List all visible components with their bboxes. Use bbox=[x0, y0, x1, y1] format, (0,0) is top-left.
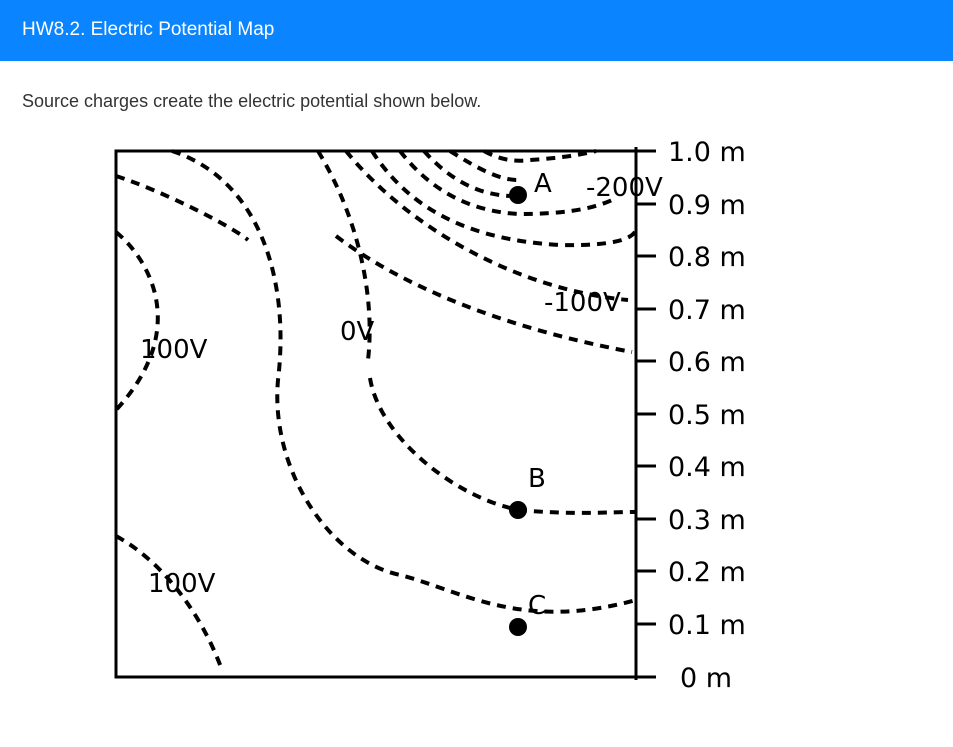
contour-left-lower bbox=[116, 536, 222, 670]
contour-left-mid bbox=[116, 232, 158, 410]
axis-label-0.0: 0 m bbox=[680, 663, 733, 694]
intro-text: Source charges create the electric potential shown below. bbox=[22, 91, 482, 111]
point-a-marker bbox=[509, 186, 527, 204]
label-neg200v: -200V bbox=[586, 173, 663, 203]
point-c-marker bbox=[509, 618, 527, 636]
page-title: HW8.2. Electric Potential Map bbox=[22, 19, 275, 40]
axis-label-0.1: 0.1 m bbox=[668, 610, 746, 641]
point-b-label: B bbox=[528, 464, 546, 494]
contour-neg-6 bbox=[450, 151, 518, 180]
label-100v-upper: 100V bbox=[140, 335, 208, 365]
point-a-label: A bbox=[534, 169, 552, 199]
contour-100v-band bbox=[172, 151, 636, 612]
contour-labels bbox=[140, 173, 663, 599]
label-0v: 0V bbox=[340, 317, 375, 347]
axis-label-0.5: 0.5 m bbox=[668, 400, 746, 431]
axis-label-0.8: 0.8 m bbox=[668, 242, 746, 273]
axis-label-0.2: 0.2 m bbox=[668, 557, 746, 588]
axis-label-0.9: 0.9 m bbox=[668, 190, 746, 221]
axis-label-0.6: 0.6 m bbox=[668, 347, 746, 378]
point-c-label: C bbox=[528, 591, 547, 621]
contour-zero-b bbox=[370, 378, 636, 513]
axis-labels bbox=[668, 137, 746, 694]
axis-label-0.3: 0.3 m bbox=[668, 505, 746, 536]
scale-bar bbox=[636, 147, 656, 680]
point-b-marker bbox=[509, 501, 527, 519]
label-neg100v: -100V bbox=[544, 288, 621, 318]
label-100v-lower: 100V bbox=[148, 569, 216, 599]
axis-label-1.0: 1.0 m bbox=[668, 137, 746, 168]
points bbox=[509, 169, 552, 636]
axis-label-0.4: 0.4 m bbox=[668, 452, 746, 483]
axis-label-0.7: 0.7 m bbox=[668, 295, 746, 326]
